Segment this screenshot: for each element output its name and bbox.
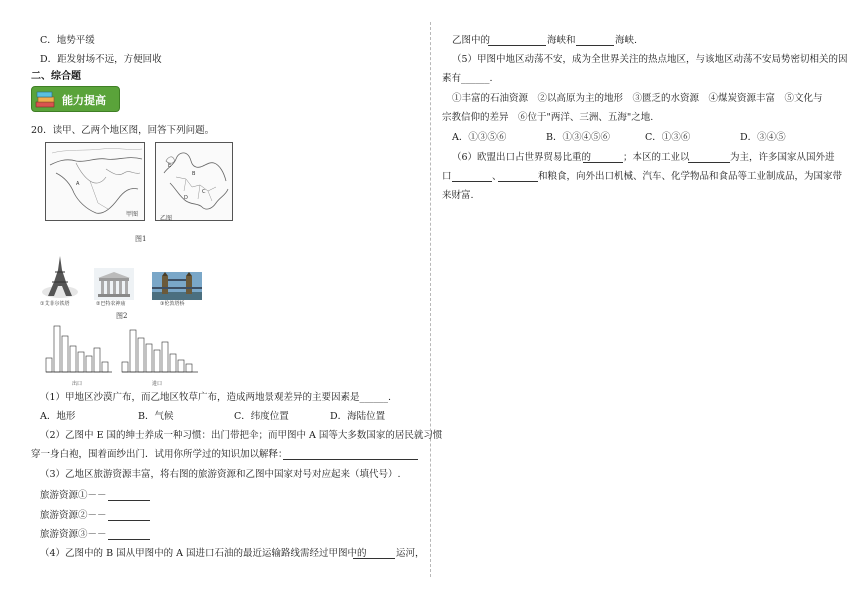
ability-badge bbox=[31, 86, 120, 112]
q5-text-line2: 素有______. bbox=[442, 73, 493, 84]
q4-canal-blank[interactable] bbox=[353, 549, 395, 559]
strait-blank-1[interactable] bbox=[488, 36, 546, 46]
figure-1-caption: 图1 bbox=[135, 235, 147, 243]
tower-bridge-icon bbox=[152, 272, 202, 300]
q6-blank-import-2[interactable] bbox=[498, 172, 538, 182]
q20-stem: 20．读甲、乙两个地区图，回答下列问题。 bbox=[31, 125, 215, 136]
landmark-3-label: ③伦敦塔桥 bbox=[160, 301, 185, 307]
landmark-2-label: ②巴特农神庙 bbox=[96, 301, 126, 307]
europe-map bbox=[156, 143, 234, 222]
r1-pre: 乙图中的 bbox=[452, 35, 491, 46]
import-chart-label: 进口 bbox=[152, 381, 163, 387]
map-b-letter-c: C bbox=[202, 189, 206, 195]
books-icon bbox=[35, 90, 57, 110]
q4-text: （4）乙图中的 B 国从甲图中的 A 国进口石油的最近运输路线需经过甲图中的 bbox=[40, 548, 367, 559]
import-bar-chart bbox=[120, 322, 200, 386]
eiffel-tower-icon bbox=[40, 252, 80, 300]
option-c: C．地势平缓 bbox=[40, 35, 95, 46]
q3-item-3: 旅游资源③－－ bbox=[40, 529, 107, 540]
q5-choices-line1: ①丰富的石油资源 ②以高原为主的地形 ③匮乏的水资源 ④煤炭资源丰富 ⑤文化与 bbox=[452, 93, 823, 104]
parthenon-icon bbox=[94, 268, 134, 300]
q6-line2-sep: 、 bbox=[492, 171, 502, 182]
q5-option-d: D．③④⑤ bbox=[740, 132, 786, 143]
section-title: 二、综合题 bbox=[31, 71, 81, 82]
q1-text: （1）甲地区沙漠广布，而乙地区牧草广布，造成两地景观差异的主要因素是______. bbox=[40, 392, 392, 403]
q6-line1-pre: （6）欧盟出口占世界贸易比重的 bbox=[452, 152, 592, 163]
q6-line1-tail: 为主，许多国家从国外进 bbox=[730, 152, 835, 163]
q2-text-line1: （2）乙图中 E 国的绅士养成一种习惯：出门带把伞；而甲图中 A 国等大多数国家的居民就习惯 bbox=[40, 430, 443, 441]
q6-blank-share[interactable] bbox=[583, 153, 623, 163]
q3-blank-2[interactable] bbox=[108, 511, 150, 521]
q1-option-a: A．地形 bbox=[40, 411, 76, 422]
q1-option-c: C．纬度位置 bbox=[234, 411, 289, 422]
q5-option-b: B．①③④⑤⑥ bbox=[546, 132, 610, 143]
q5-text-line1: （5）甲图中地区动荡不安，成为全世界关注的热点地区，与该地区动荡不安局势密切相关的因 bbox=[452, 54, 848, 65]
map-b-letter-d: D bbox=[184, 195, 188, 201]
map-yi bbox=[155, 142, 233, 221]
q1-option-d: D．海陆位置 bbox=[330, 411, 386, 422]
q5-option-c: C．①③⑥ bbox=[645, 132, 691, 143]
q3-item-2: 旅游资源②－－ bbox=[40, 510, 107, 521]
map-b-letter-e: E bbox=[168, 163, 172, 169]
q3-blank-3[interactable] bbox=[108, 530, 150, 540]
map-a-letter: A bbox=[76, 181, 80, 187]
column-divider bbox=[430, 22, 431, 577]
q3-text: （3）乙地区旅游资源丰富，将右图的旅游资源和乙图中国家对号对应起来（填代号）. bbox=[40, 469, 401, 480]
figure-2-caption: 图2 bbox=[116, 312, 128, 320]
q6-line2-tail: 和粮食，向外出口机械、汽车、化学物品和食品等工业制成品，为国家带 bbox=[538, 171, 843, 182]
map-yi-caption: 乙图 bbox=[160, 215, 173, 222]
q3-item-1: 旅游资源①－－ bbox=[40, 490, 107, 501]
q6-line2-pre: 口 bbox=[442, 171, 452, 182]
q4-tail: 运河， bbox=[396, 548, 425, 559]
badge-label: 能力提高 bbox=[62, 94, 106, 107]
map-jia-caption: 甲图 bbox=[126, 211, 139, 218]
r1-tail: 海峡. bbox=[615, 35, 638, 46]
export-chart-label: 出口 bbox=[72, 381, 83, 387]
map-jia bbox=[45, 142, 145, 221]
q2-text-line2: 穿一身白袍，围着面纱出门．试用你所学过的知识加以解释： bbox=[31, 449, 288, 460]
q6-line1-mid: ；本区的工业以 bbox=[623, 152, 690, 163]
q5-choices-line2: 宗教信仰的差异 ⑥位于"两洋、三洲、五海"之地. bbox=[442, 112, 654, 123]
strait-blank-2[interactable] bbox=[576, 36, 614, 46]
q5-option-a: A．①③⑤⑥ bbox=[452, 132, 507, 143]
export-bar-chart bbox=[42, 322, 114, 386]
q6-blank-industry[interactable] bbox=[688, 153, 730, 163]
r1-mid: 海峡和 bbox=[547, 35, 576, 46]
q2-answer-blank[interactable] bbox=[283, 450, 418, 460]
q6-line3: 来财富. bbox=[442, 190, 474, 201]
landmark-1-label: ①艾菲尔铁塔 bbox=[40, 301, 70, 307]
option-d: D．距发射场不远，方便回收 bbox=[40, 54, 162, 65]
q3-blank-1[interactable] bbox=[108, 491, 150, 501]
q1-option-b: B．气候 bbox=[138, 411, 174, 422]
map-b-letter-b: B bbox=[192, 171, 196, 177]
q6-blank-import-1[interactable] bbox=[452, 172, 492, 182]
